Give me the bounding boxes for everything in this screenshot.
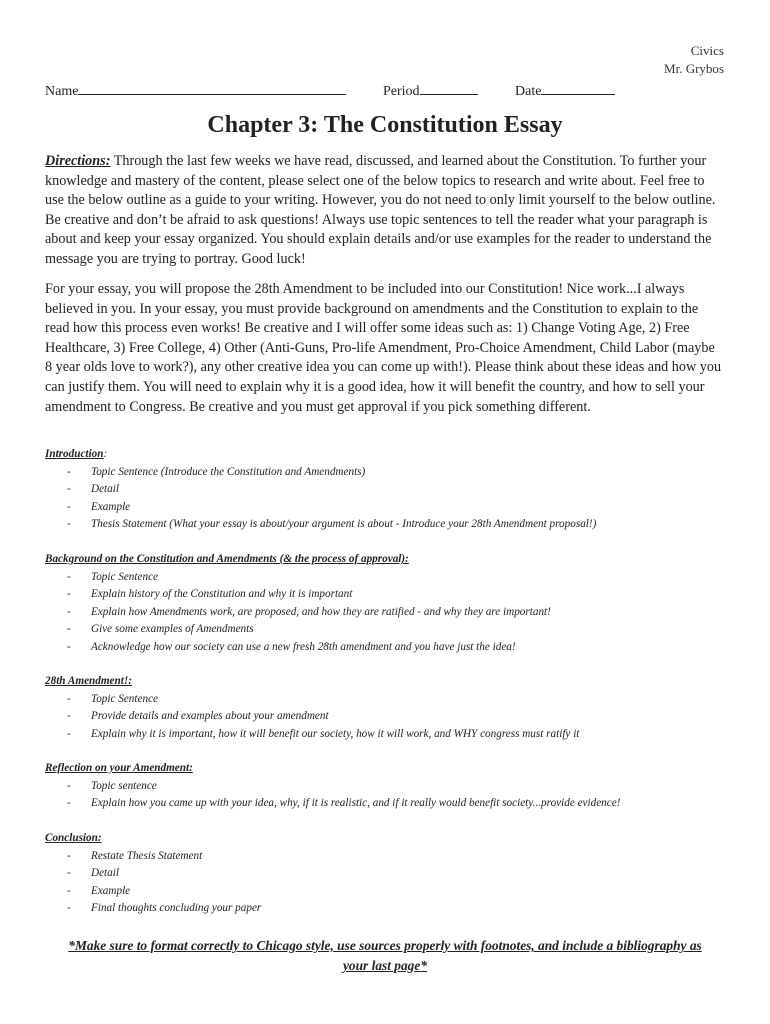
- outline-item-text: Explain history of the Constitution and why it is important: [91, 588, 353, 601]
- outline-item: [45, 481, 735, 498]
- outline-item-text: Restate Thesis Statement: [91, 850, 203, 862]
- section-title-suffix: :: [103, 448, 108, 460]
- dash-bullet: -: [67, 780, 71, 792]
- outline-item: [45, 639, 735, 656]
- outline-list: [45, 569, 735, 656]
- dash-bullet: -: [67, 710, 71, 723]
- page-title: Chapter 3: The Constitution Essay: [207, 112, 563, 138]
- outline-item: [45, 726, 735, 743]
- teacher-name: Mr. Grybos: [664, 61, 724, 76]
- outline-item-text: Give some examples of Amendments: [91, 623, 254, 636]
- dash-bullet: -: [67, 483, 71, 496]
- outline-list: [45, 464, 735, 534]
- outline-item-text: Thesis Statement (What your essay is about/your argument is about - Introduce your 28th Amendment proposal!): [91, 518, 597, 531]
- outline-item-text: Topic Sentence: [91, 571, 159, 583]
- name-field[interactable]: [45, 82, 346, 100]
- dash-bullet: -: [67, 693, 71, 705]
- outline-section: [45, 760, 735, 813]
- outline-item: [45, 778, 735, 795]
- dash-bullet: -: [67, 466, 71, 478]
- dash-bullet: -: [67, 727, 71, 740]
- date-label: Date: [515, 84, 542, 99]
- outline-list: [45, 778, 735, 813]
- period-field[interactable]: [383, 82, 478, 100]
- outline-item: [45, 464, 735, 481]
- directions-paragraph: [45, 152, 723, 270]
- dash-bullet: -: [67, 588, 71, 601]
- outline-item: [45, 900, 735, 917]
- name-label: Name: [45, 84, 79, 99]
- dash-bullet: -: [67, 640, 71, 653]
- outline-item-text: Topic sentence: [91, 780, 157, 792]
- outline-item-text: Example: [91, 884, 131, 897]
- essay-prompt-paragraph: For your essay, you will propose the 28th Amendment to be included into our Constitution! Nice work...I always believed in you. In your essay, you must provide background on amendments and the Constitution to explain to the read how this process even works! Be creative and I will offer some ideas such as: 1) Change Voting Age, 2) Free Healthcare, 3) Free College, 4) Other (Anti-Guns, Pro-life Amendment, Pro-Choice Amendment, Child Labor (maybe 8 year olds love to work?), any other creative idea you can come up with!). Please think about these ideas and how you can justify them. You will need to explain why it is a good idea, how it will benefit the country, and how to sell your amendment to Congress. Be creative and you must get approval if you pick something different.: [45, 281, 722, 415]
- outline-item: [45, 621, 735, 638]
- dash-bullet: -: [67, 605, 71, 618]
- outline-item-text: Provide details and examples about your amendment: [91, 710, 329, 723]
- outline-item-text: Example: [91, 500, 131, 513]
- section-title: Conclusion:: [45, 832, 102, 844]
- dash-bullet: -: [67, 867, 71, 880]
- outline-item: [45, 691, 735, 708]
- outline-item-text: Final thoughts concluding your paper: [91, 902, 262, 915]
- outline-item: [45, 569, 735, 586]
- outline-section-heading: [45, 673, 735, 689]
- dash-bullet: -: [67, 902, 71, 915]
- dash-bullet: -: [67, 797, 71, 810]
- date-blank[interactable]: [541, 82, 615, 95]
- course-name: Civics: [690, 43, 724, 58]
- dash-bullet: -: [67, 518, 71, 531]
- outline-section-heading: [45, 760, 735, 776]
- directions-text: Through the last few weeks we have read, discussed, and learned about the Constitution. To further your knowledge and mastery of the content, please select one of the below topics to research and write about. Feel free to use the below outline as a guide to your writing. However, you do not need to only limit yourself to the below outline. Be creative and don’t be afraid to ask questions! Always use topic sentences to tell the reader what your paragraph is about and keep your essay organized. You should explain details and/or use examples for the reader to understand the message you are trying to portray. Good luck!: [45, 153, 716, 267]
- section-title: 28th Amendment!:: [45, 675, 132, 687]
- outline-section: [45, 673, 735, 743]
- outline-item: [45, 499, 735, 516]
- outline-item: [45, 708, 735, 725]
- outline-item: [45, 586, 735, 603]
- outline-item-text: Detail: [91, 867, 119, 880]
- outline-section-heading: [45, 551, 735, 567]
- outline-item-text: Explain how you came up with your idea, why, if it is realistic, and if it really would benefit society...provide evidence!: [91, 797, 621, 810]
- outline-item-text: Acknowledge how our society can use a new fresh 28th amendment and you have just the idea!: [91, 640, 516, 653]
- outline-list: [45, 848, 735, 918]
- period-label: Period: [383, 84, 420, 99]
- outline-item-text: Topic Sentence (Introduce the Constitution and Amendments): [91, 466, 366, 478]
- dash-bullet: -: [67, 571, 71, 583]
- outline-section: [45, 830, 735, 918]
- directions-lead: Directions:: [45, 153, 111, 169]
- section-title: Background on the Constitution and Amendments (& the process of approval):: [45, 553, 409, 565]
- student-info-row: [45, 82, 735, 104]
- dash-bullet: -: [67, 623, 71, 636]
- outline-item: [45, 795, 735, 812]
- course-header: [664, 42, 724, 78]
- dash-bullet: -: [67, 500, 71, 513]
- outline-section-heading: [45, 830, 735, 846]
- section-title: Reflection on your Amendment:: [45, 762, 193, 774]
- outline-item: [45, 865, 735, 882]
- outline-item-text: Topic Sentence: [91, 693, 159, 705]
- outline-section: [45, 446, 735, 534]
- name-blank[interactable]: [78, 82, 346, 95]
- dash-bullet: -: [67, 850, 71, 862]
- outline-item-text: Explain why it is important, how it will benefit our society, how it will work, and WHY congress must ratify it: [91, 727, 580, 740]
- outline-section-heading: [45, 446, 735, 462]
- outline-item-text: Explain how Amendments work, are proposed, and how they are ratified - and why they are important!: [91, 605, 551, 618]
- dash-bullet: -: [67, 884, 71, 897]
- outline-item-text: Detail: [91, 483, 119, 496]
- section-title: Introduction: [45, 448, 104, 460]
- format-note: *Make sure to format correctly to Chicago style, use sources properly with footnotes, and include a bibliography as your last page*: [68, 938, 702, 973]
- period-blank[interactable]: [420, 82, 478, 95]
- outline-item: [45, 604, 735, 621]
- outline-item: [45, 848, 735, 865]
- outline-item: [45, 883, 735, 900]
- outline-item: [45, 516, 735, 533]
- outline-section: [45, 551, 735, 656]
- date-field[interactable]: [515, 82, 615, 100]
- outline-list: [45, 691, 735, 743]
